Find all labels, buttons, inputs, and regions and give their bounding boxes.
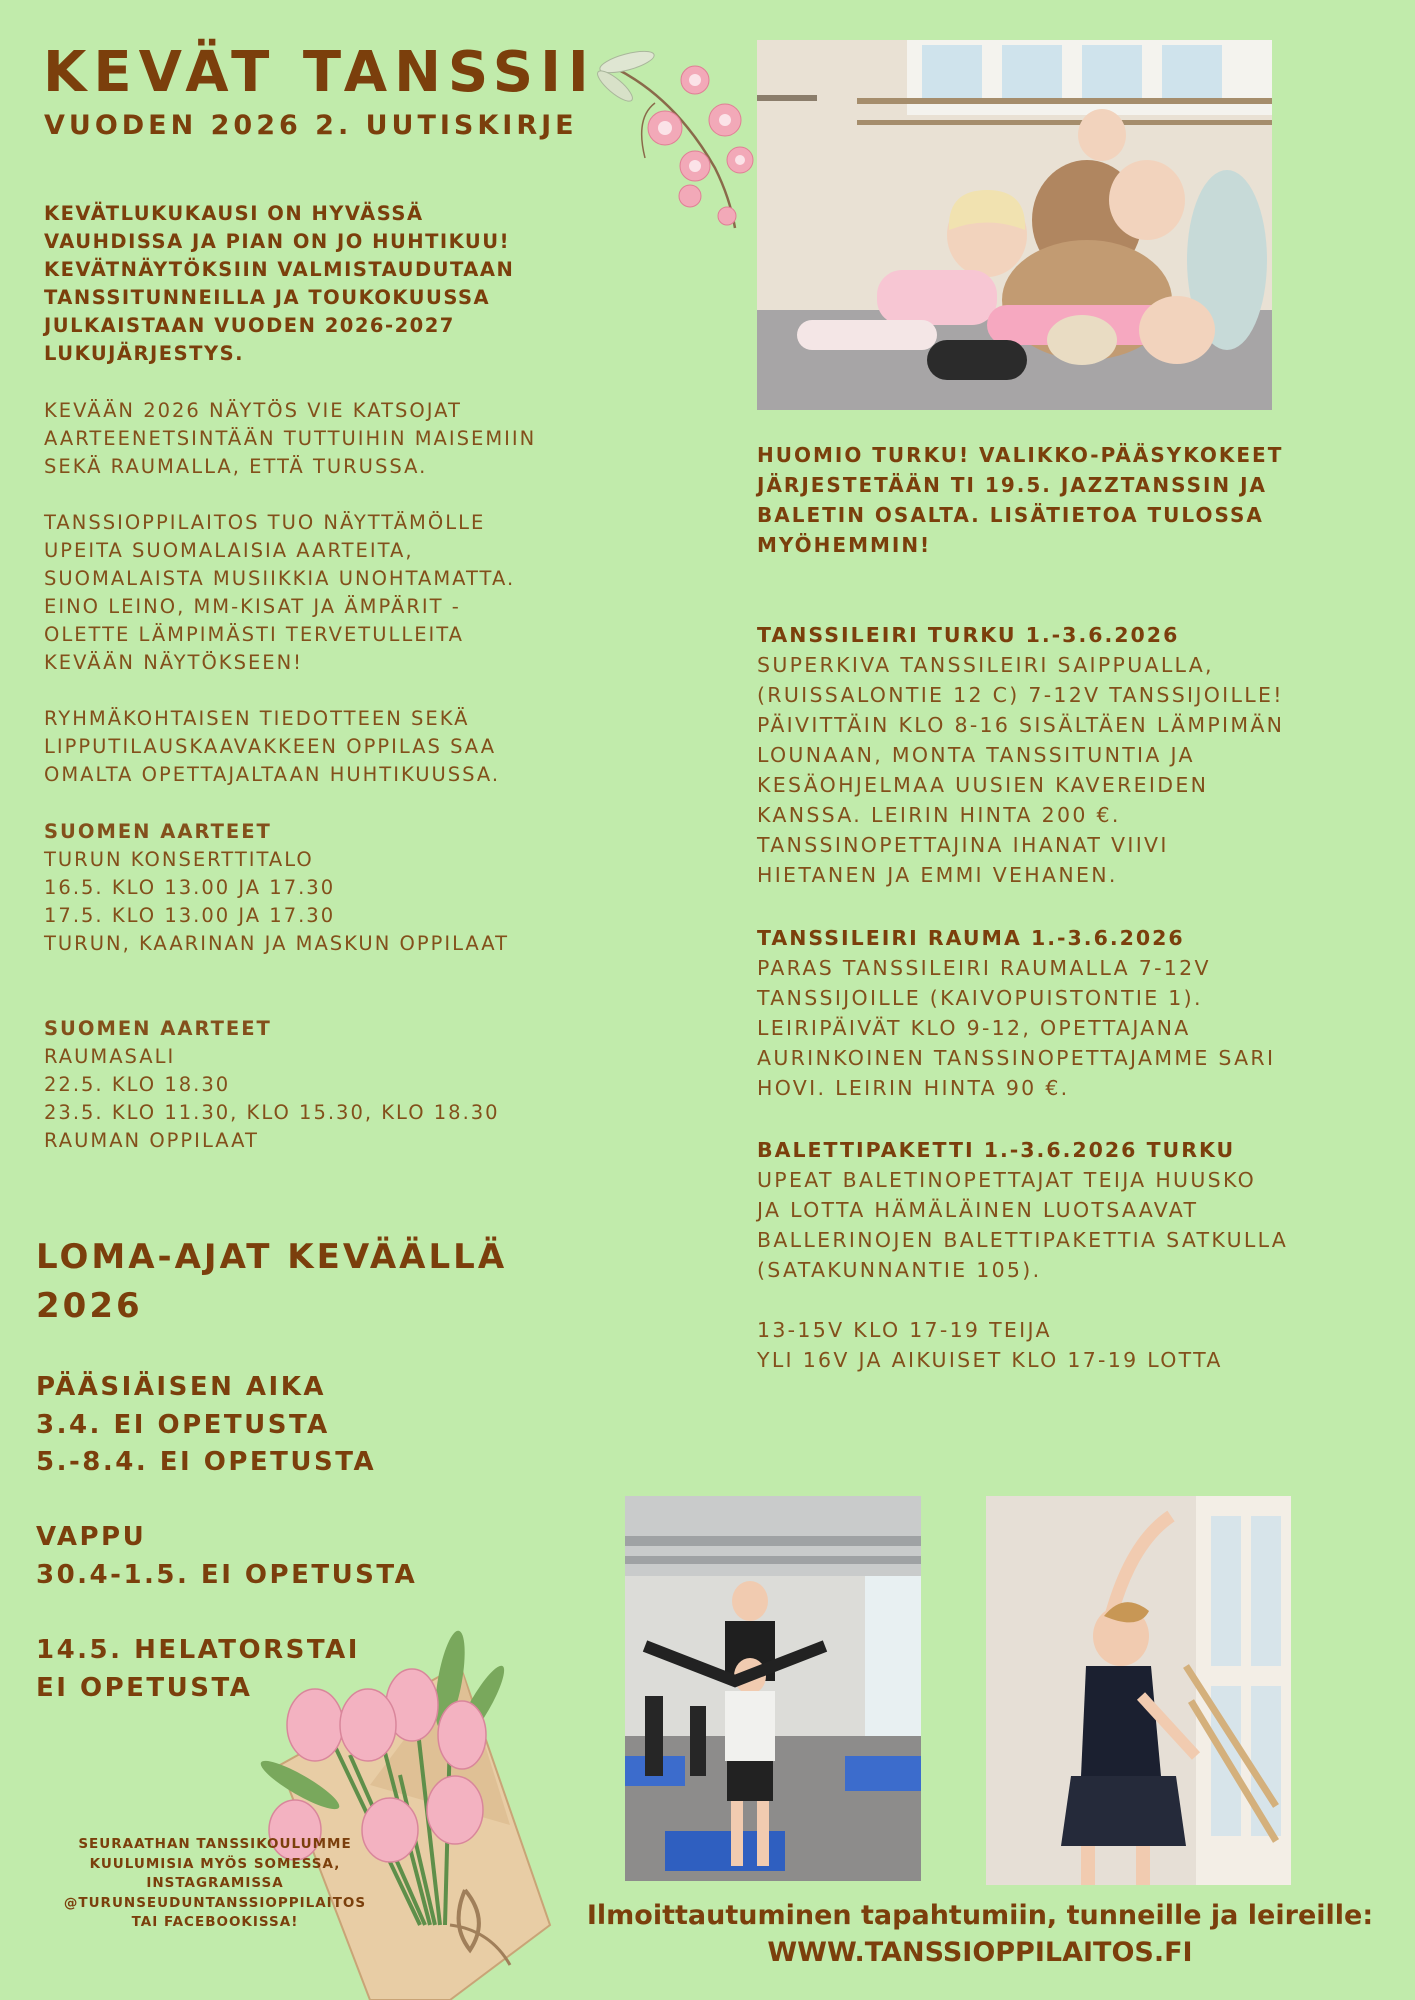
show-paragraph xyxy=(44,397,536,481)
show-time: 23.5. KLO 11.30, KLO 15.30, KLO 18.30 xyxy=(44,1101,500,1124)
heading-line: 2026 xyxy=(36,1286,143,1326)
turku-audition-notice xyxy=(757,440,1377,560)
camp-line: TANSSINOPETTAJINA IHANAT VIIVI xyxy=(757,833,1169,857)
notice-line: HUOMIO TURKU! VALIKKO-PÄÄSYKOKEET xyxy=(757,443,1284,467)
page-title: KEVÄT TANSSII xyxy=(43,40,596,105)
show-time: 22.5. KLO 18.30 xyxy=(44,1073,231,1096)
camp-turku xyxy=(757,620,1377,890)
schedule-line: 13-15V KLO 17-19 TEIJA xyxy=(757,1318,1052,1342)
text-line: KEVÄÄN NÄYTÖKSEEN! xyxy=(44,651,304,674)
tulip-bouquet-illustration xyxy=(250,1625,560,2000)
camp-line: PARAS TANSSILEIRI RAUMALLA 7-12V xyxy=(757,956,1211,980)
holiday-easter xyxy=(36,1369,376,1482)
ballet-package xyxy=(757,1135,1377,1375)
intro-line: VAUHDISSA JA PIAN ON JO HUHTIKUU! xyxy=(44,230,510,253)
tickets-paragraph xyxy=(44,705,500,789)
ballet-stretch-photo xyxy=(986,1496,1291,1885)
holiday-line: 14.5. HELATORSTAI xyxy=(36,1635,360,1665)
holiday-line: 5.-8.4. EI OPETUSTA xyxy=(36,1447,377,1477)
camp-title: TANSSILEIRI TURKU 1.-3.6.2026 xyxy=(757,623,1180,647)
camp-line: BALLERINOJEN BALETTIPAKETTIA SATKULLA xyxy=(757,1228,1289,1252)
holiday-line: 3.4. EI OPETUSTA xyxy=(36,1409,330,1440)
signup-footer xyxy=(560,1897,1400,1971)
notice-line: BALETIN OSALTA. LISÄTIETOA TULOSSA xyxy=(757,503,1264,527)
social-handle: @TURUNSEUDUNTANSSIOPPILAITOS xyxy=(63,1894,367,1911)
intro-line: KEVÄTLUKUKAUSI ON HYVÄSSÄ xyxy=(44,202,424,225)
show-rauma xyxy=(44,1015,500,1155)
camp-line: AURINKOINEN TANSSINOPETTAJAMME SARI xyxy=(757,1046,1276,1070)
show-venue: RAUMASALI xyxy=(44,1045,176,1068)
show-time: 16.5. KLO 13.00 JA 17.30 xyxy=(44,876,336,899)
social-line: INSTAGRAMISSA xyxy=(146,1875,284,1891)
social-media-note xyxy=(40,1835,390,1933)
text-line: SUOMALAISTA MUSIIKKIA UNOHTAMATTA. xyxy=(44,567,516,590)
schedule-line: YLI 16V JA AIKUISET KLO 17-19 LOTTA xyxy=(757,1348,1223,1372)
notice-line: JÄRJESTETÄÄN TI 19.5. JAZZTANSSIN JA xyxy=(757,473,1268,497)
camp-line: PÄIVITTÄIN KLO 8-16 SISÄLTÄEN LÄMPIMÄN xyxy=(757,713,1285,737)
text-line: RYHMÄKOHTAISEN TIEDOTTEEN SEKÄ xyxy=(44,707,470,730)
camp-line: HOVI. LEIRIN HINTA 90 €. xyxy=(757,1076,1070,1100)
holiday-line: 30.4-1.5. EI OPETUSTA xyxy=(36,1559,418,1590)
treasures-paragraph xyxy=(44,509,515,677)
text-line: SEKÄ RAUMALLA, ETTÄ TURUSSA. xyxy=(44,455,428,478)
show-venue: TURUN KONSERTTITALO xyxy=(44,848,314,871)
camp-title: TANSSILEIRI RAUMA 1.-3.6.2026 xyxy=(757,926,1185,950)
text-line: KEVÄÄN 2026 NÄYTÖS VIE KATSOJAT xyxy=(44,399,462,422)
show-audience: RAUMAN OPPILAAT xyxy=(44,1129,259,1152)
text-line: OMALTA OPETTAJALTAAN HUHTIKUUSSA. xyxy=(44,763,501,786)
text-line: OLETTE LÄMPIMÄSTI TERVETULLEITA xyxy=(44,623,465,646)
intro-line: JULKAISTAAN VUODEN 2026-2027 xyxy=(44,314,455,337)
show-title: SUOMEN AARTEET xyxy=(44,820,272,843)
text-line: AARTEENETSINTÄÄN TUTTUIHIN MAISEMIIN xyxy=(44,427,537,450)
social-line: TAI FACEBOOKISSA! xyxy=(131,1914,299,1930)
holiday-line: EI OPETUSTA xyxy=(36,1672,253,1703)
camp-line: LEIRIPÄIVÄT KLO 9-12, OPETTAJANA xyxy=(757,1016,1191,1040)
camp-line: TANSSIJOILLE (KAIVOPUISTONTIE 1). xyxy=(757,986,1203,1010)
page-subtitle: VUODEN 2026 2. UUTISKIRJE xyxy=(44,110,578,141)
notice-line: MYÖHEMMIN! xyxy=(757,533,932,557)
camp-line: KANSSA. LEIRIN HINTA 200 €. xyxy=(757,803,1121,827)
camp-line: JA LOTTA HÄMÄLÄINEN LUOTSAAVAT xyxy=(757,1198,1199,1222)
text-line: EINO LEINO, MM-KISAT JA ÄMPÄRIT - xyxy=(44,595,461,618)
camp-line: (RUISSALONTIE 12 C) 7-12V TANSSIJOILLE! xyxy=(757,683,1284,707)
camp-line: SUPERKIVA TANSSILEIRI SAIPPUALLA, xyxy=(757,653,1214,677)
heading-line: LOMA-AJAT KEVÄÄLLÄ xyxy=(36,1237,508,1277)
dance-lift-photo xyxy=(625,1496,921,1881)
show-audience: TURUN, KAARINAN JA MASKUN OPPILAAT xyxy=(44,932,510,955)
camp-line: KESÄOHJELMAA UUSIEN KAVEREIDEN xyxy=(757,773,1209,797)
social-line: SEURAATHAN TANSSIKOULUMME xyxy=(78,1836,352,1852)
camp-line: (SATAKUNNANTIE 105). xyxy=(757,1258,1042,1282)
holiday-line: VAPPU xyxy=(36,1522,147,1552)
intro-text xyxy=(44,200,604,368)
text-line: UPEITA SUOMALAISIA AARTEITA, xyxy=(44,539,414,562)
signup-text: Ilmoittautuminen tapahtumiin, tunneille ja leireille: xyxy=(586,1900,1374,1931)
camp-line: LOUNAAN, MONTA TANSSITUNTIA JA xyxy=(757,743,1195,767)
holiday-mayday xyxy=(36,1519,417,1594)
camp-line: UPEAT BALETINOPETTAJAT TEIJA HUUSKO xyxy=(757,1168,1257,1192)
show-title: SUOMEN AARTEET xyxy=(44,1017,272,1040)
holiday-line: PÄÄSIÄISEN AIKA xyxy=(36,1372,326,1402)
intro-line: TANSSITUNNEILLA JA TOUKOKUUSSA xyxy=(44,286,491,309)
cherry-blossom-illustration xyxy=(595,48,775,233)
camp-line: HIETANEN JA EMMI VEHANEN. xyxy=(757,863,1118,887)
holidays-heading xyxy=(36,1233,507,1331)
camp-title: BALETTIPAKETTI 1.-3.6.2026 TURKU xyxy=(757,1138,1236,1162)
camp-rauma xyxy=(757,923,1377,1103)
website-link[interactable]: WWW.TANSSIOPPILAITOS.FI xyxy=(767,1937,1193,1968)
text-line: TANSSIOPPILAITOS TUO NÄYTTÄMÖLLE xyxy=(44,511,486,534)
intro-line: KEVÄTNÄYTÖKSIIN VALMISTAUDUTAAN xyxy=(44,258,515,281)
show-turku xyxy=(44,818,509,958)
show-time: 17.5. KLO 13.00 JA 17.30 xyxy=(44,904,336,927)
kids-with-teddy-bear-photo xyxy=(757,40,1272,410)
text-line: LIPPUTILAUSKAAVAKKEEN OPPILAS SAA xyxy=(44,735,497,758)
social-line: KUULUMISIA MYÖS SOMESSA, xyxy=(89,1855,341,1872)
intro-line: LUKUJÄRJESTYS. xyxy=(44,342,245,365)
